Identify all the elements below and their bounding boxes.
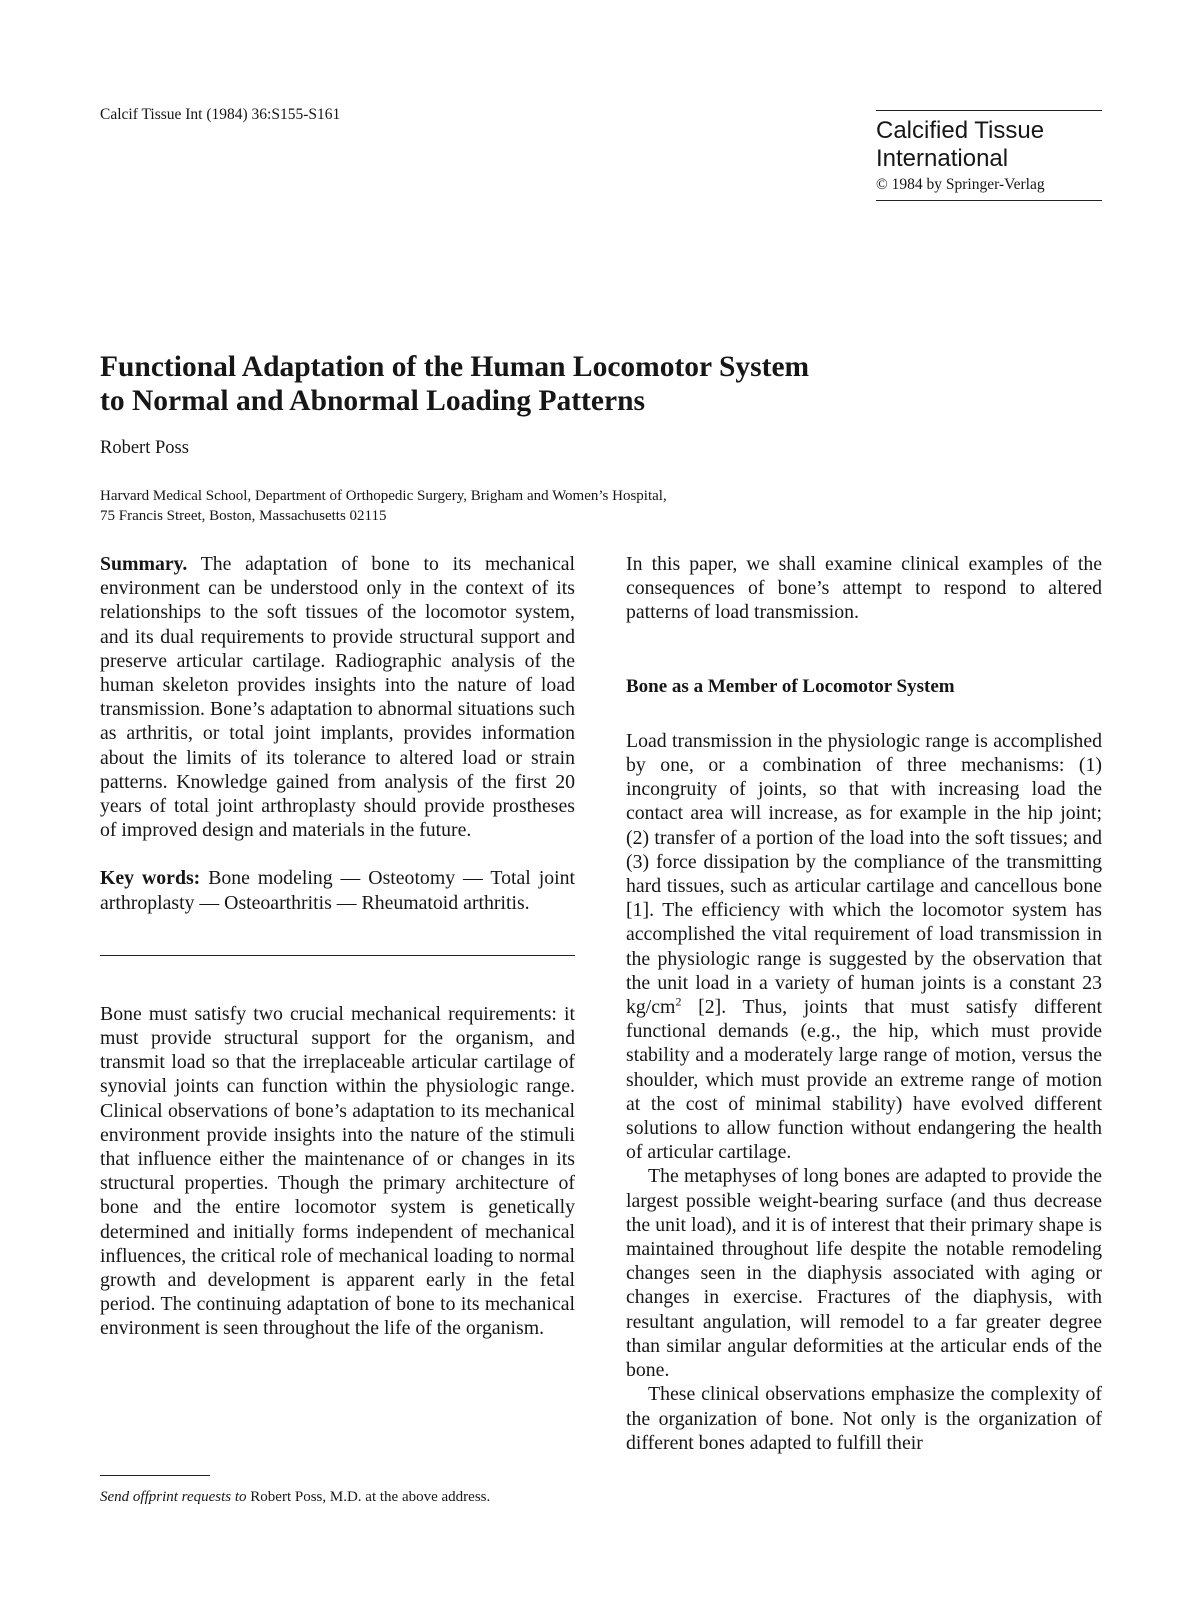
title-line2: to Normal and Abnormal Loading Patterns (100, 385, 645, 417)
journal-name-line1: Calcified Tissue (876, 117, 1045, 144)
para1-part2: [2]. Thus, joints that must satisfy different functional demands (e.g., the hip, which must provide stability and a moderately large range of motion, versus the shoulder, which must provide an extreme range of motion at the cost of minimal stability) have evolved different solutions to allow function without endangering the health of articular cartilage. (626, 996, 1102, 1164)
journal-name-line2: International (876, 145, 1009, 172)
footnote-text: Robert Poss, M.D. at the above address. (246, 1489, 491, 1505)
summary-label: Summary. (100, 553, 188, 575)
author-name: Robert Poss (100, 438, 189, 458)
footnote-divider (100, 1475, 210, 1476)
affiliation-line1: Harvard Medical School, Department of Orthopedic Surgery, Brigham and Women’s Hospital, (100, 488, 667, 504)
summary-paragraph (100, 552, 575, 842)
para1-superscript: 2 (675, 994, 682, 1009)
section-heading: Bone as a Member of Locomotor System (626, 675, 955, 697)
body-paragraph-2: The metaphyses of long bones are adapted to provide the largest possible weight-bearing surface (and thus decrease the unit load), and it is of interest that their primary shape is maintained throughout life despite the notable remodeling changes seen in the diaphysis associated with aging or changes in exercise. Fractures of the diaphysis, with resultant angulation, will remodel to a far greater degree than similar angular deformities at the articular ends of the bone. (626, 1165, 1102, 1382)
author-affiliation (100, 486, 860, 526)
summary-text: The adaptation of bone to its mechanical environment can be understood only in the context of its relationships to the soft tissues of the locomotor system, and its dual requirements to provide structural support and preserve articular cartilage. Radiographic analysis of the human skeleton provides insights into the nature of load transmission. Bone’s adaptation to abnormal situations such as arthritis, or total joint implants, provides information about the limits of its tolerance to altered load or strain patterns. Knowledge gained from analysis of the first 20 years of total joint arthroplasty should provide prostheses of improved design and materials in the future. (100, 553, 575, 842)
keywords-paragraph (100, 866, 575, 914)
footnote-italic: Send offprint requests to (100, 1489, 247, 1505)
footnote (100, 1489, 490, 1506)
keywords-text: Bone modeling — Osteotomy — Total joint arthroplasty — Osteoarthritis — Rheumatoid arthritis. (100, 867, 575, 914)
intro-paragraph: Bone must satisfy two crucial mechanical requirements: it must provide structural support for the organism, and transmit load so that the irreplaceable articular cartilage of synovial joints can function within the physiologic range. Clinical observations of bone’s adaptation to its mechanical environment provide insights into the nature of the stimuli that influence either the maintenance of or changes in its structural properties. Though the primary architecture of bone and the entire locomotor system is genetically determined and initially forms independent of mechanical influences, the critical role of mechanical loading to normal growth and development is apparent early in the fetal period. The continuing adaptation of bone to its mechanical environment is seen throughout the life of the organism. (100, 1002, 575, 1340)
article-title (100, 350, 920, 418)
left-column (100, 552, 575, 1341)
abstract-divider (100, 955, 575, 956)
journal-masthead (876, 110, 1102, 201)
copyright-notice: © 1984 by Springer-Verlag (876, 176, 1045, 193)
masthead-top-rule (876, 110, 1102, 111)
keywords-label: Key words: (100, 867, 201, 890)
right-column (626, 552, 1102, 1455)
affiliation-line2: 75 Francis Street, Boston, Massachusetts 02115 (100, 508, 387, 524)
title-line1: Functional Adaptation of the Human Locomotor System (100, 351, 810, 383)
right-intro-paragraph: In this paper, we shall examine clinical examples of the consequences of bone’s attempt to respond to altered patterns of load transmission. (626, 553, 1102, 624)
journal-citation: Calcif Tissue Int (1984) 36:S155-S161 (100, 106, 341, 123)
para1-part1: Load transmission in the physiologic range is accomplished by one, or a combination of three mechanisms: (1) incongruity of joints, so that with increasing load the contact area will increase, as for example in the hip joint; (2) transfer of a portion of the load into the soft tissues; and (3) force dissipation by the compliance of the transmitting hard tissues, such as articular cartilage and cancellous bone [1]. The efficiency with which the locomotor system has accomplished the vital requirement of load transmission in the physiologic range is suggested by the observation that the unit load in a variety of human joints is a constant 23 kg/cm (626, 729, 1102, 1019)
body-paragraph-3: These clinical observations emphasize the complexity of the organization of bone. Not only is the organization of different bones adapted to fulfill their (626, 1383, 1102, 1454)
body-paragraph-1 (626, 729, 1102, 1165)
journal-name (876, 117, 1102, 173)
masthead-bottom-rule (876, 200, 1102, 201)
